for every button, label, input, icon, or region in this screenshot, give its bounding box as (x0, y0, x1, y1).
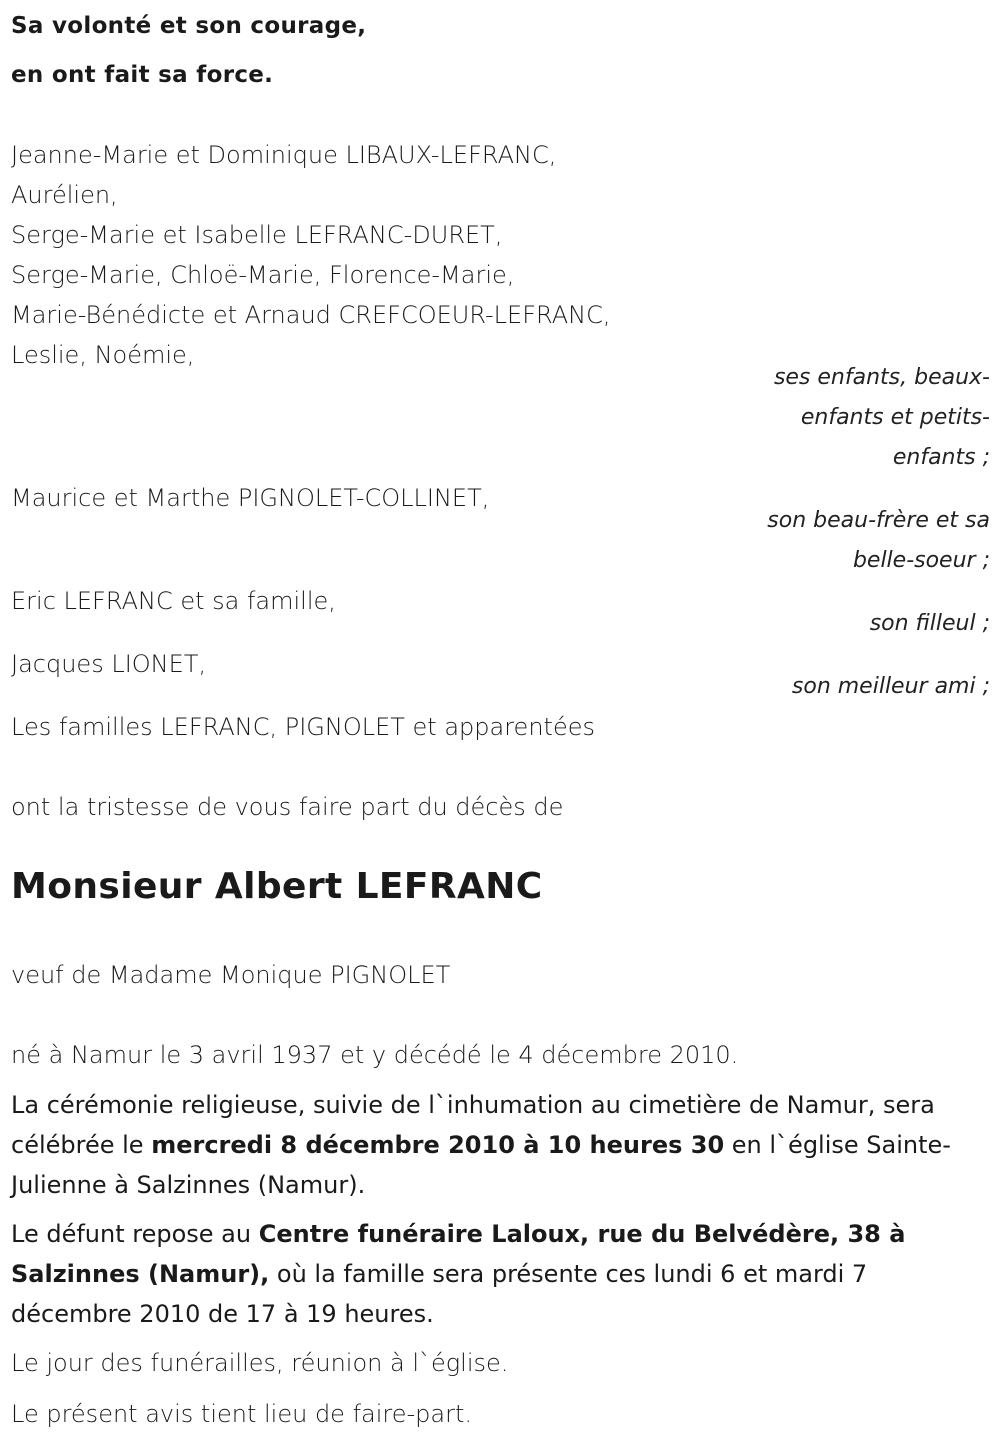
families-line: Les familles LEFRANC, PIGNOLET et apparentées (11, 713, 595, 741)
ceremony-text: La cérémonie religieuse, suivie de l`inhumation au cimetière de Namur, sera célébrée le (11, 1091, 935, 1159)
role-children: ses enfants, beaux- (773, 365, 990, 390)
deceased-name: Monsieur Albert LEFRANC (11, 866, 543, 907)
family-line: Serge-Marie, Chloë-Marie, Florence-Marie, (11, 261, 515, 289)
rest-hours: où la famille sera présente ces lundi 6 et mardi 7 décembre 2010 de 17 à 19 heures. (11, 1260, 868, 1328)
ceremony-place: en l`église Sainte-Julienne à Salzinnes (Namur). (11, 1131, 951, 1199)
role-godson: son filleul ; (869, 611, 990, 636)
ceremony-paragraph (11, 1085, 986, 1205)
meeting-line: Le jour des funérailles, réunion à l`église. (11, 1349, 509, 1377)
rest-text: Le défunt repose au (11, 1220, 259, 1248)
role-friend: son meilleur ami ; (791, 674, 990, 699)
family-line: Marie-Bénédicte et Arnaud CREFCOEUR-LEFRANC, (11, 301, 611, 329)
motto-line-2: en ont fait sa force. (11, 62, 274, 88)
notice-line: Le présent avis tient lieu de faire-part. (11, 1400, 473, 1428)
role-in-law: belle-soeur ; (852, 548, 990, 573)
motto-line-1: Sa volonté et son courage, (11, 13, 367, 39)
role-in-law: son beau-frère et sa (767, 508, 990, 533)
role-children: enfants ; (892, 445, 990, 470)
widower-line: veuf de Madame Monique PIGNOLET (11, 961, 451, 989)
family-line: Jeanne-Marie et Dominique LIBAUX-LEFRANC, (11, 141, 557, 169)
friend-line: Jacques LIONET, (11, 650, 207, 678)
announcement: ont la tristesse de vous faire part du décès de (11, 793, 564, 821)
family-line: Leslie, Noémie, (11, 341, 195, 369)
ceremony-date: mercredi 8 décembre 2010 à 10 heures 30 (151, 1131, 725, 1159)
family-line: Serge-Marie et Isabelle LEFRANC-DURET, (11, 221, 503, 249)
godson-line: Eric LEFRANC et sa famille, (11, 587, 336, 615)
rest-place: Centre funéraire Laloux, rue du Belvédère, 38 à Salzinnes (Namur), (11, 1220, 906, 1288)
in-law-line: Maurice et Marthe PIGNOLET-COLLINET, (11, 484, 490, 512)
role-children: enfants et petits- (800, 405, 990, 430)
rest-paragraph (11, 1214, 986, 1334)
birth-death-line: né à Namur le 3 avril 1937 et y décédé le 4 décembre 2010. (11, 1041, 739, 1069)
family-line: Aurélien, (11, 181, 118, 209)
